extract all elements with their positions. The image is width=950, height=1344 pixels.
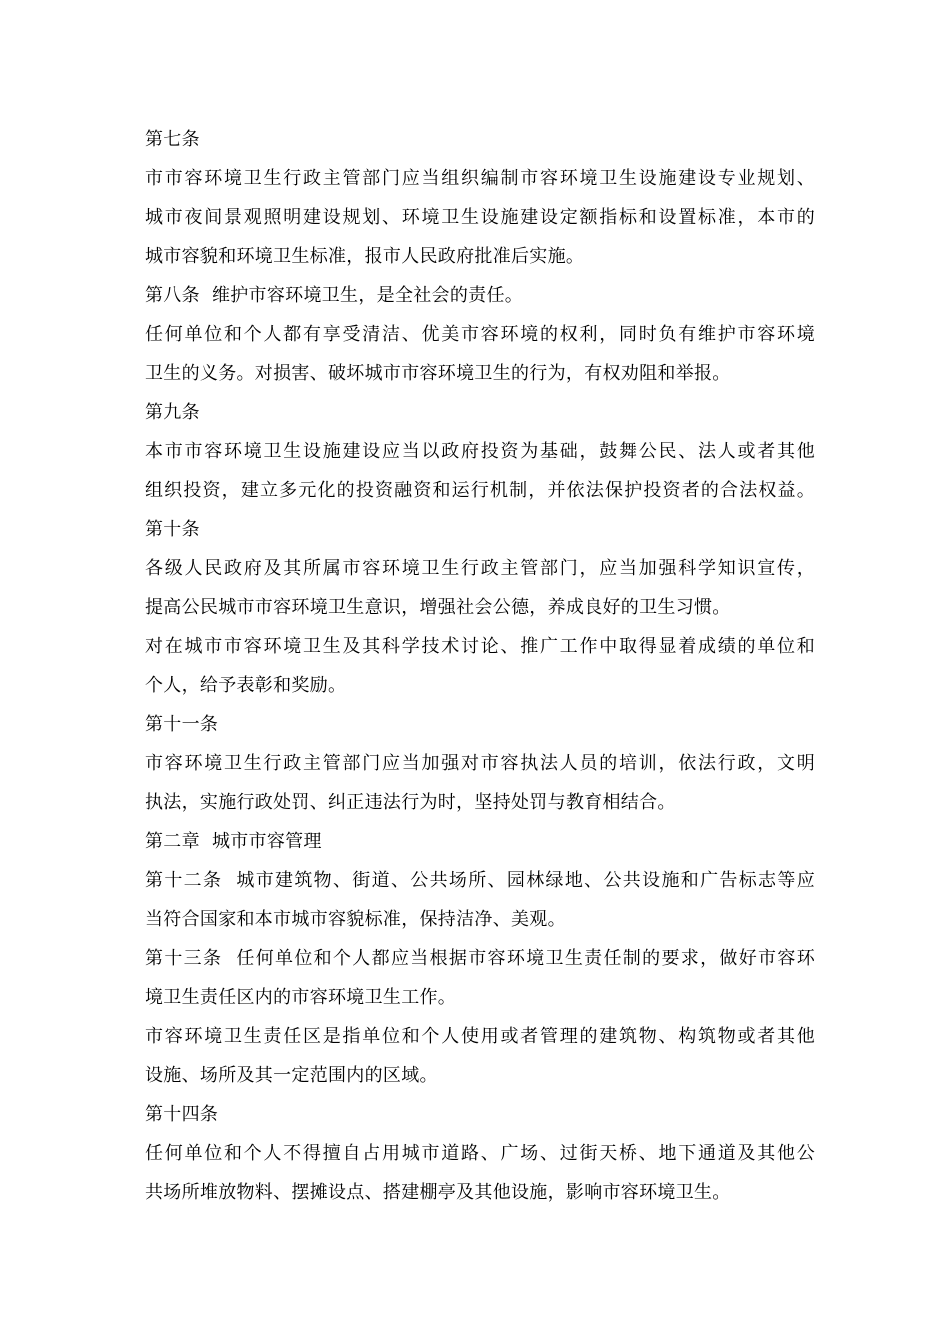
paragraph-line: 任何单位和个人都有享受清洁、优美市容环境的权利，同时负有维护市容环境 [145,324,815,345]
chapter-heading: 第二章 城市市容管理 [145,831,322,852]
paragraph-line: 个人，给予表彰和奖励。 [145,675,347,696]
article-heading: 第七条 [145,129,200,150]
paragraph-line: 第十三条 任何单位和个人都应当根据市容环境卫生责任制的要求，做好市容环 [145,948,815,969]
article-heading: 第十四条 [145,1104,219,1125]
document-body [145,120,815,1212]
paragraph-line: 市容环境卫生行政主管部门应当加强对市容执法人员的培训，依法行政，文明 [145,753,815,774]
paragraph-line: 执法，实施行政处罚、纠正违法行为时，坚持处罚与教育相结合。 [145,792,676,813]
paragraph-line: 城市夜间景观照明建设规划、环境卫生设施建设定额指标和设置标准，本市的 [145,207,815,228]
article-heading: 第九条 [145,402,200,423]
paragraph-line: 市容环境卫生责任区是指单位和个人使用或者管理的建筑物、构筑物或者其他 [145,1026,815,1047]
article-heading: 第八条 维护市容环境卫生，是全社会的责任。 [145,285,524,306]
paragraph-line: 当符合国家和本市城市容貌标准，保持洁净、美观。 [145,909,566,930]
paragraph-line: 城市容貌和环境卫生标准，报市人民政府批准后实施。 [145,246,585,267]
paragraph-line: 对在城市市容环境卫生及其科学技术讨论、推广工作中取得显着成绩的单位和 [145,636,815,657]
paragraph-line: 各级人民政府及其所属市容环境卫生行政主管部门，应当加强科学知识宣传， [145,558,815,579]
paragraph-line: 卫生的义务。对损害、破坏城市市容环境卫生的行为，有权劝阻和举报。 [145,363,731,384]
article-heading: 第十条 [145,519,200,540]
article-heading: 第十一条 [145,714,219,735]
paragraph-line: 任何单位和个人不得擅自占用城市道路、广场、过街天桥、地下通道及其他公 [145,1143,815,1164]
paragraph-line: 第十二条 城市建筑物、街道、公共场所、园林绿地、公共设施和广告标志等应 [145,870,815,891]
paragraph-line: 设施、场所及其一定范围内的区域。 [145,1065,438,1086]
paragraph-line: 本市市容环境卫生设施建设应当以政府投资为基础，鼓舞公民、法人或者其他 [145,441,815,462]
paragraph-line: 提高公民城市市容环境卫生意识，增强社会公德，养成良好的卫生习惯。 [145,597,731,618]
paragraph-line: 共场所堆放物料、摆摊设点、搭建棚亭及其他设施，影响市容环境卫生。 [145,1182,731,1203]
paragraph-line: 市市容环境卫生行政主管部门应当组织编制市容环境卫生设施建设专业规划、 [145,168,815,189]
paragraph-line: 境卫生责任区内的市容环境卫生工作。 [145,987,457,1008]
paragraph-line: 组织投资，建立多元化的投资融资和运行机制，并依法保护投资者的合法权益。 [145,480,815,501]
